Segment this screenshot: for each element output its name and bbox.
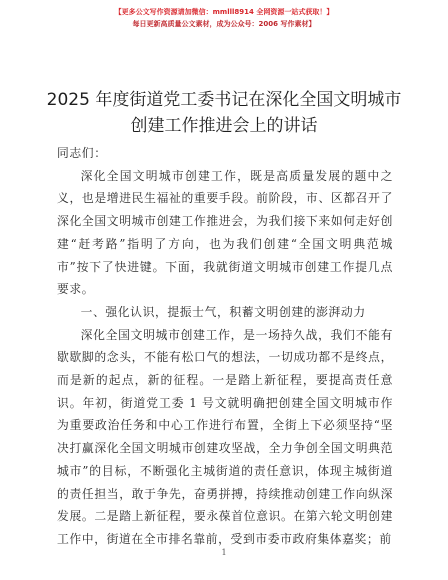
page-number: 1 [221,548,227,557]
paragraph-section-1: 深化全国文明城市创建工作，是一场持久战，我们不能有歇歇脚的念头，不能有松口气的想法，一切成功都不是终点，而是新的起点，新的征程。一是踏上新征程，要提高责任意识。年初，街道党工委 1 号文就明确把创建全国文明城市作为重要政治任务和中心工作进行布置，全街上下必须坚持“坚决打赢深化全国文明城市创建攻坚战，全力争创全国文明典范城市”的目标，不断强化主城街道的责任意识，体现主城街道的责任担当，敢于争先，奋勇拼搏，持续推动创建工作向纵深发展。二是踏上新征程，要永葆首位意识。在第六轮文明创建工作中，街道在全市排名靠前，受到市委市政府集体嘉奖；前 [57,327,393,546]
promo-banner-line-1: 【更多公文写作资源请加微信：mmlll8914 全网资源一站式获取！】 [114,8,334,16]
salutation: 同志们： [57,146,107,160]
document-title [0,87,448,139]
promo-banner-line-2: 每日更新高质量公文素材，成为公众号：2006 写作素材】 [132,20,316,28]
section-heading-1: 一、强化认识，提振士气，积蓄文明创建的澎湃动力 [80,304,366,319]
document-title-line-1: 2025 年度街道党工委书记在深化全国文明城市 [46,90,402,110]
paragraph-intro: 深化全国文明城市创建工作，既是高质量发展的题中之义，也是增进民生福祉的重要手段。前阶段，市、区都召开了深化全国文明城市创建工作推进会，为我们接下来如何走好创建“赶考路”指明了方向，也为我们创建“全国文明典范城市”按下了快进键。下面，我就街道文明城市创建工作提几点要求。 [57,168,393,297]
document-title-line-2: 创建工作推进会上的讲话 [130,116,318,136]
document-body [57,142,393,551]
promo-banner [0,6,448,30]
